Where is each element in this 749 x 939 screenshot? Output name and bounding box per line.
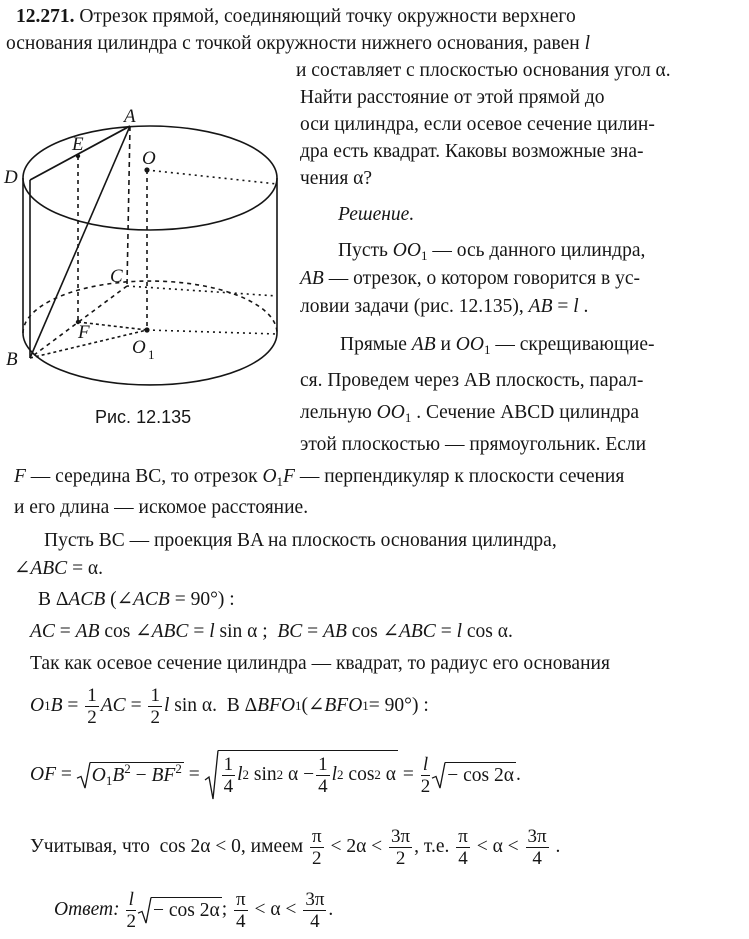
- solution-p2d: . Сечение ABCD цилиндра: [416, 402, 640, 423]
- problem-line-7: чения α?: [300, 168, 373, 189]
- figure-caption: Рис. 12.135: [95, 407, 192, 427]
- solution-p2g: — перпендикуляр к плоскости сечения: [299, 466, 625, 487]
- label-c: C: [110, 266, 123, 287]
- label-b: B: [6, 349, 18, 370]
- top-base-ellipse: [23, 126, 277, 230]
- problem-line-5: оси цилиндра, если осевое сечение цилин-: [300, 114, 655, 135]
- fraction-l-over-2: $\frac{l}{2}$: [420, 753, 431, 797]
- solution-p2f: — середина BC, то отрезок: [30, 466, 258, 487]
- solution-p1-line1: Пусть $OO_1$ — ось данного цилиндра,: [338, 240, 646, 263]
- fraction-one-half: $\frac{1}{2}$: [150, 684, 160, 728]
- fraction-one-half: $\frac{1}{2}$: [87, 684, 97, 728]
- solution-p4-line1: Так как осевое сечение цилиндра — квадрат, то радиус его основания: [30, 653, 610, 674]
- solution-p2-line3: лельную $OO_1$ . Сечение ABCD цилиндра: [300, 402, 640, 425]
- bottom-base-back: [23, 281, 277, 333]
- solution-eq-o1b: O 1 B = $\frac{1}{2}$ AC = $\frac{1}{2}$ l sin α. В Δ BFO 1 (∠ BFO 1 = 90°) :: [30, 684, 429, 728]
- sqrt-expression: − cos 2α: [432, 762, 516, 789]
- sqrt-expression: $\frac{1}{4}$ l 2 sin 2 α − $\frac{1}{4}$ l 2 cos 2 α: [205, 750, 398, 800]
- solution-p5c: т.е.: [423, 836, 450, 857]
- segment-ac: [127, 126, 130, 286]
- label-e: E: [72, 134, 84, 155]
- solution-p3-line1: Пусть BC — проекция BA на плоскость основания цилиндра,: [44, 530, 557, 551]
- solution-p2-line2: ся. Проведем через AB плоскость, парал-: [300, 370, 644, 391]
- solution-p5a: Учитывая, что: [30, 836, 150, 857]
- label-o1-sub: 1: [148, 347, 155, 362]
- problem-line-2: основания цилиндра с точкой окружности нижнего основания, равен l: [6, 33, 591, 54]
- label-o1: O: [132, 337, 146, 358]
- problem-line-1: [16, 4, 576, 30]
- answer-label: Ответ:: [54, 899, 120, 920]
- problem-line-6: дра есть квадрат. Каковы возможные зна-: [300, 141, 644, 162]
- solution-p1c: ловии задачи (рис. 12.135),: [300, 296, 524, 317]
- solution-p2-line4: этой плоскостью — прямоугольник. Если: [300, 434, 647, 455]
- solution-p1b: — отрезок, о котором говорится в ус-: [328, 268, 641, 289]
- solution-p2c: лельную: [300, 402, 372, 423]
- problem-number: 12.271.: [16, 6, 75, 27]
- label-f: F: [78, 322, 90, 343]
- cylinder-figure: [0, 108, 300, 398]
- solution-p1-line2: AB — отрезок, о котором говорится в ус-: [300, 268, 641, 289]
- problem-line-4: Найти расстояние от этой прямой до: [300, 87, 605, 108]
- solution-eq-of: OF = $O_1B^2 - BF^2$ = $\frac{1}{4}$ l 2 sin 2 α − $\frac{1}{4}$ l 2 cos 2 α = $\frac{l}{2}$ − cos 2α .: [30, 746, 521, 804]
- solution-p2-line1: Прямые AB и $OO_1$ — скрещивающие-: [340, 334, 655, 357]
- label-d: D: [4, 167, 18, 188]
- top-radius-dotted: [147, 170, 277, 184]
- solution-p1a: — ось данного цилиндра,: [432, 240, 646, 261]
- solution-p5b: имеем: [250, 836, 304, 857]
- solution-p5: Учитывая, что cos 2α < 0, имеем $\frac{\pi}{2}$ < 2α < $\frac{3\pi}{2}$ , т.е. $\frac{\pi}{4}$ < α < $\frac{3\pi}{4}$ .: [30, 825, 561, 869]
- label-o: O: [142, 148, 156, 169]
- problem-line-3: и составляет с плоскостью основания угол α.: [296, 60, 671, 81]
- c-line-dotted: [127, 286, 277, 296]
- bottom-radius-dotted: [147, 330, 277, 334]
- solution-p2-line6: и его длина — искомое расстояние.: [14, 497, 309, 518]
- solution-heading: Решение.: [338, 204, 415, 225]
- solution-eq-ac-bc: AC = AB cos ∠ABC = l sin α ; BC = AB cos ∠ABC = l cos α.: [30, 621, 513, 642]
- sqrt-expression: − cos 2α: [138, 897, 222, 924]
- solution-p2a: — скрещивающие-: [495, 334, 655, 355]
- problem-text-1: Отрезок прямой, соединяющий точку окружности верхнего: [79, 6, 576, 27]
- point-o1: [144, 327, 149, 332]
- solution-triangle-acb: В ΔACB (∠ACB = 90°) :: [38, 589, 235, 610]
- problem-text-2: основания цилиндра с точкой окружности нижнего основания, равен: [6, 33, 580, 54]
- solution-p2-line5: F — середина BC, то отрезок $O_1F$ — перпендикуляр к плоскости сечения: [14, 466, 625, 489]
- sqrt-expression: $O_1B^2 - BF^2$: [77, 762, 184, 789]
- label-a: A: [124, 108, 136, 127]
- answer-line: Ответ: $\frac{l}{2}$ − cos 2α ; $\frac{\pi}{4}$ < α < $\frac{3\pi}{4}$ .: [54, 888, 334, 932]
- solution-p1-line3: ловии задачи (рис. 12.135), AB = l .: [300, 296, 589, 317]
- solution-p3-line2: ∠ABC = α.: [14, 558, 104, 579]
